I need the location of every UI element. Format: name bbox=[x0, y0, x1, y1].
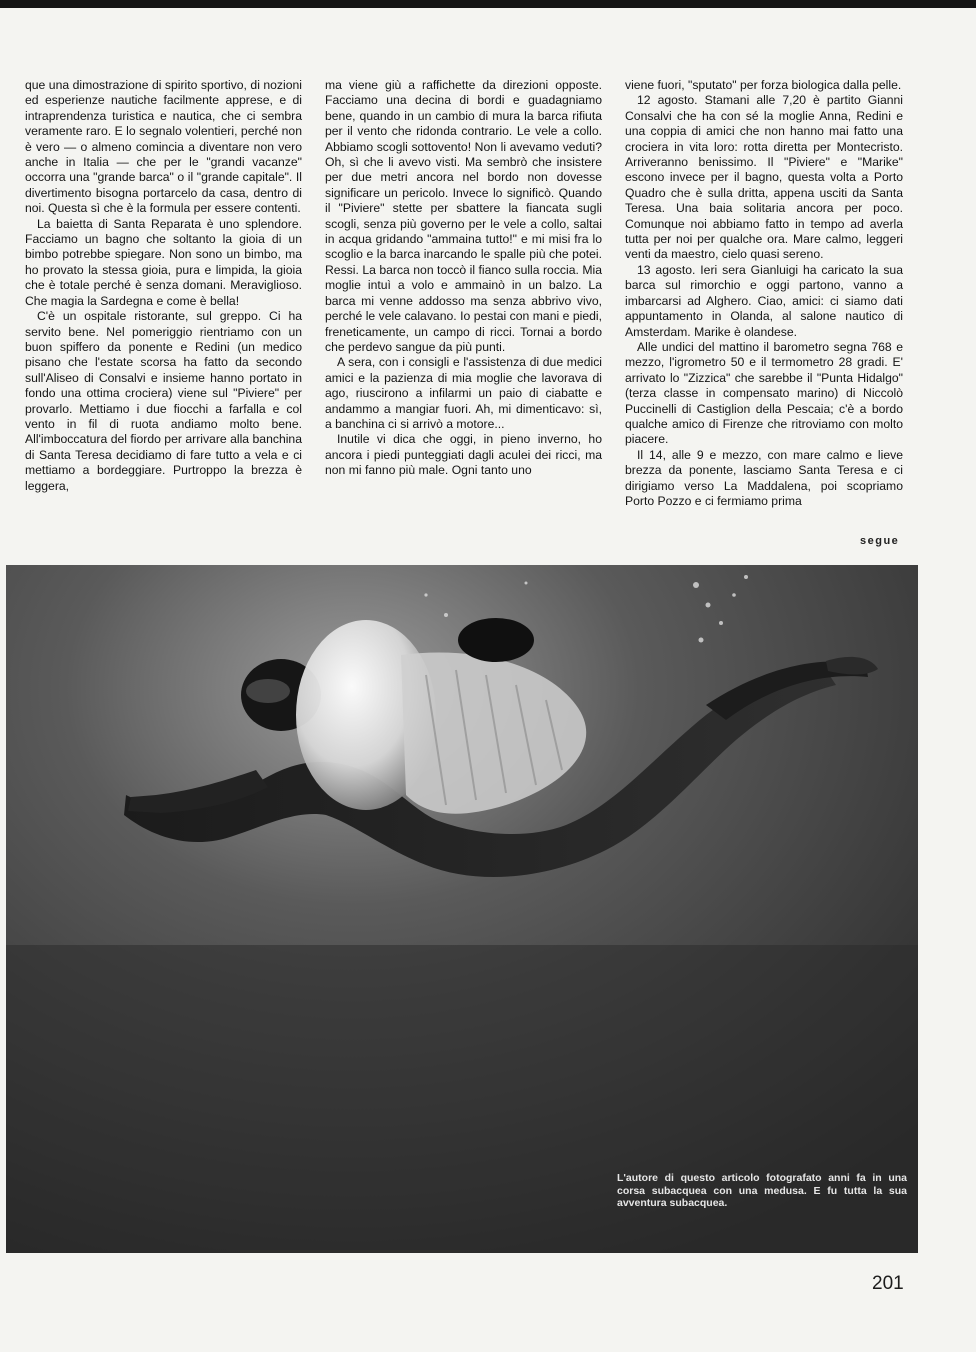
paragraph: viene fuori, "sputato" per forza biologica dalla pelle. bbox=[625, 78, 902, 92]
paragraph: La baietta di Santa Reparata è uno splendore. Facciamo un bagno che soltanto la gioia di un bimbo potrebbe spiegare. Non sono un bimbo, ma ho provato la stessa gioia, pura e limpida, la gioia che è totale perché è senza domani. Meraviglioso. Che magia la Sardegna e come è bella! bbox=[25, 216, 302, 308]
paragraph: que una dimostrazione di spirito sportivo, di nozioni ed esperienze nautiche facilmente apprese, e di intraprendenza turistica e nautica, che ci sembra veramente raro. E lo segnalo volentieri, perché non è vero — o almeno comincia a diventare non vero anche in Italia — che per le "grandi vacanze" occorra una "grande barca" o il "grande capitale". Il divertimento bisogna portarcelo da casa, dentro di noi. Questa sì che è la formula per essere contenti. bbox=[25, 78, 302, 216]
segue-label: segue bbox=[860, 535, 900, 547]
photo-caption: L'autore di questo articolo fotografato anni fa in una corsa subacquea con una medusa. E fu tutta la sua avventura subacquea. bbox=[617, 1172, 907, 1209]
paragraph: Il 14, alle 9 e mezzo, con mare calmo e lieve brezza da ponente, lasciamo Santa Teresa e ci dirigiamo verso La Maddalena, poi scopriamo Porto Pozzo e ci fermiamo prima bbox=[625, 447, 903, 508]
page-number: 201 bbox=[872, 1273, 904, 1294]
paragraph: A sera, con i consigli e l'assistenza di due medici amici e la pazienza di mia moglie che lavorava di ago, riuscirono a infilarmi un paio di ciabatte e andammo a mangiar fuori. Ah, mi dimenticavo: sì, a banchina ci si arrivò a motore... bbox=[325, 355, 602, 431]
paragraph: C'è un ospitale ristorante, sul greppo. Ci ha servito bene. Nel pomeriggio rientriamo con un buon spiffero da ponente e Redini (un medico pisano che l'estate scorsa ha fatto da secondo sull'Aliseo di Consalvi e insieme hanno portato in fondo una ottima crociera) viene sul "Piviere" per provarlo. Mettiamo i due fiocchi a farfalla e col vento in fil di ruota andiamo molto bene. All'imboccatura del fiordo per arrivare alla banchina di Santa Teresa decidiamo di fare tutto a vela e ci mettiamo a bordeggiare. Purtroppo la brezza è leggera, bbox=[25, 309, 302, 493]
paragraph: ma viene giù a raffichette da direzioni opposte. Facciamo una decina di bordi e guadagniamo bene, quando in un cambio di mura la barca rifiuta per il vento che ridonda contrario. Le vele a collo. Abbiamo scogli sottovento! Non li avevamo veduti? Oh, sì che li avevo visti. Ma sembrò che insistere per due metri ancora nel bordo non dovesse significare un pericolo. Invece lo significò. Quando il "Piviere" stette per sbattere la fiancata sugli scogli, senza più governo per le vele a collo, saltai in acqua gridando "ammaina tutto!" e mi misi fra lo scoglio e la barca inarcando le spalle più che potei. Ressi. La barca non toccò il fianco sulla roccia. Mia moglie intuì a volo e ammainò in un balzo. La barca mi venne addosso ma senza abbrivo vivo, perché le vele calavano. Io pestai con mani e piedi, freneticamente, un campo di ricci. Tornai a bordo che perdevo sangue da più punti. bbox=[325, 78, 602, 354]
paragraph: 13 agosto. Ieri sera Gianluigi ha caricato la sua barca sul rimorchio e oggi partono, vanno a imbarcarsi ad Alghero. Ciao, amici: ci siamo dati appuntamento in Olanda, al salone nautico di Amsterdam. Marike è olandese. bbox=[625, 262, 903, 339]
article-column-2 bbox=[325, 78, 602, 479]
article-column-3 bbox=[625, 78, 903, 509]
diver-jellyfish-illustration bbox=[6, 565, 918, 1253]
top-rule bbox=[0, 0, 976, 8]
paragraph: Inutile vi dica che oggi, in pieno inverno, ho ancora i piedi punteggiati dagli aculei dei ricci, ma non mi fanno più male. Ogni tanto uno bbox=[325, 432, 602, 478]
paragraph: 12 agosto. Stamani alle 7,20 è partito Gianni Consalvi che ha con sé la moglie Anna, Redini e una coppia di amici che non hanno mai fatto una crociera in vita loro: rotta diretta per Montecristo. Arriveranno benissimo. Il "Piviere" e "Marike" escono invece per il bagno, questa volta a Porto Quadro che è sulla dritta, appena usciti da Santa Teresa. Una baia solitaria ancora per poco. Comunque noi abbiamo fatto in tempo ad averla tutta per noi per qualche ora. Mare calmo, leggeri venti da maestro, cielo quasi sereno. bbox=[625, 93, 903, 262]
underwater-photo bbox=[6, 565, 918, 1253]
article-column-1 bbox=[25, 78, 302, 494]
paragraph: Alle undici del mattino il barometro segna 768 e mezzo, l'igrometro 50 e il termometro 28 gradi. E' arrivato lo "Zizzica" che sarebbe il "Punta Hidalgo" (terza classe in compensato marino) di Niccolò Puccinelli di Castiglion della Pescaia; c'è a bordo qualche amico di Firenze che ritroviamo con molto piacere. bbox=[625, 339, 903, 447]
